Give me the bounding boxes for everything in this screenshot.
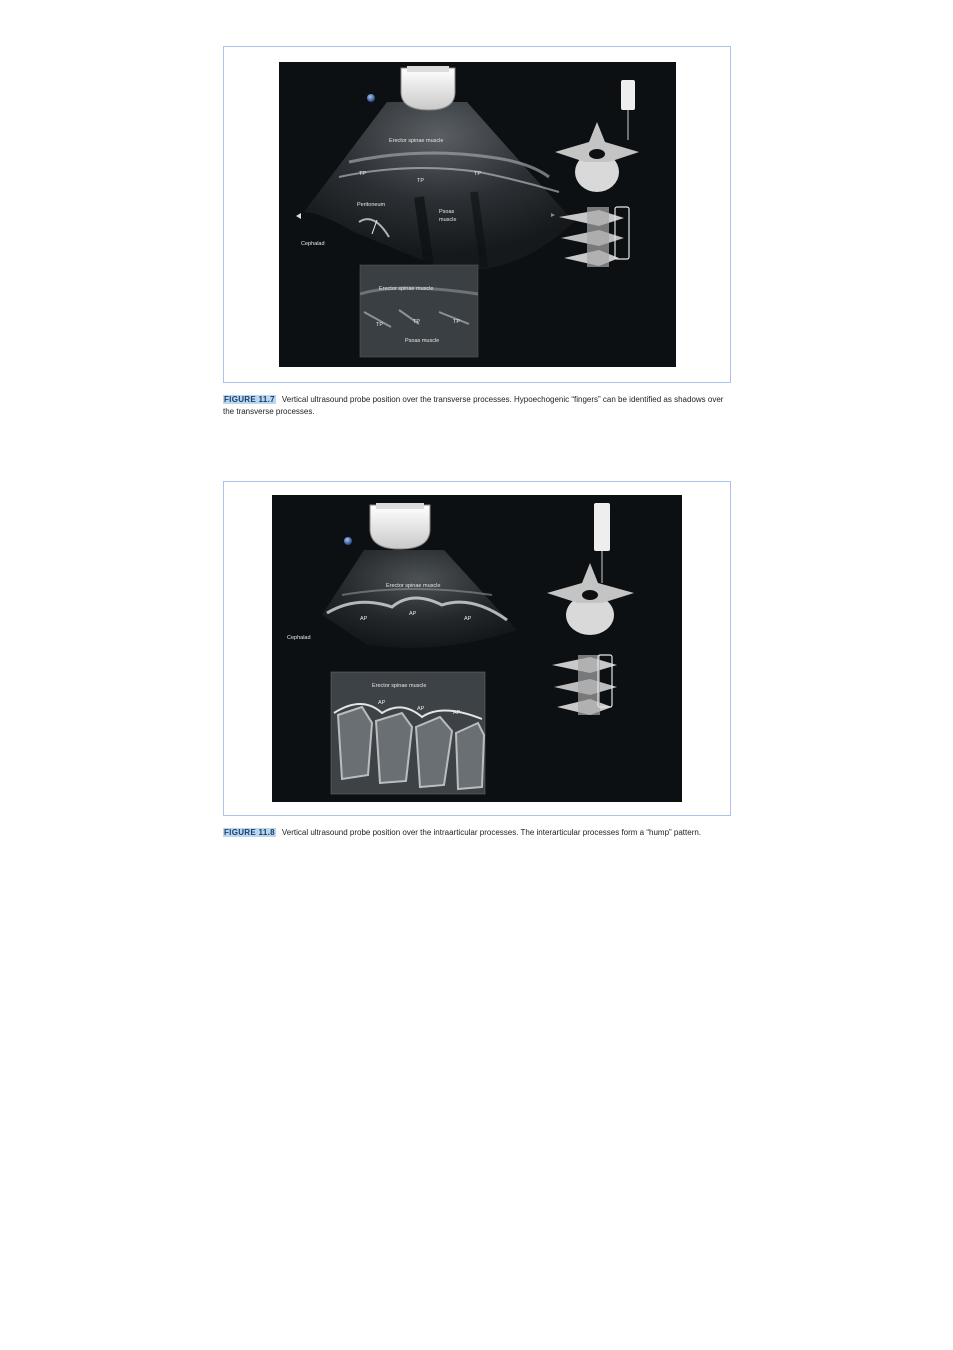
probe-model-icon: [594, 503, 610, 551]
figure-11-7-caption-text: Vertical ultrasound probe position over the transverse processes. Hypoechogenic “fingers” can be identified as shadows over the transverse processes.: [223, 395, 724, 416]
figure-11-8-image: [272, 495, 682, 802]
label-psoas: Psoas: [439, 209, 455, 215]
label-cephalad: Cephalad: [287, 635, 311, 641]
label-ap-left: AP: [360, 616, 368, 622]
label-erector-spinae: Erector spinae muscle: [389, 138, 444, 144]
figure-11-8-caption-text: Vertical ultrasound probe position over the intraarticular processes. The interarticular processes form a “hump” pattern.: [281, 828, 702, 837]
figure-11-7-frame: [223, 46, 731, 383]
orientation-marker-icon: [367, 94, 375, 102]
inset-label-tp-3: TP: [453, 319, 461, 325]
inset-label-psoas-muscle: Psoas muscle: [405, 338, 440, 344]
ultrasound-composite-11-7: [279, 62, 676, 367]
label-tp-right: TP: [474, 171, 482, 177]
orientation-marker-icon: [344, 537, 352, 545]
figure-11-8-number: FIGURE 11.8: [224, 828, 275, 837]
inset-label-erector-spinae: Erector spinae muscle: [372, 683, 427, 689]
figure-11-7-number: FIGURE 11.7: [224, 395, 275, 404]
inset-label-erector-spinae: Erector spinae muscle: [379, 286, 434, 292]
label-ap-mid: AP: [409, 611, 417, 617]
probe-icon: [370, 505, 430, 549]
figure-11-8-caption: [223, 827, 731, 839]
vertebra-column-icon: [552, 655, 617, 715]
inset-label-tp-1: TP: [376, 322, 384, 328]
inset-label-ap-1: AP: [378, 700, 386, 706]
label-erector-spinae: Erector spinae muscle: [386, 583, 441, 589]
ultrasound-composite-11-8: [272, 495, 682, 802]
label-psoas-muscle: muscle: [439, 217, 457, 223]
ultrasound-fan: [304, 102, 574, 270]
vertebra-column-icon: [559, 207, 629, 267]
label-peritoneum: Peritoneum: [357, 202, 386, 208]
inset-label-ap-2: AP: [417, 706, 425, 712]
figure-11-8-frame: [223, 481, 731, 816]
probe-model-icon: [621, 80, 635, 110]
inset-label-tp-2: TP: [413, 319, 421, 325]
label-tp-left: TP: [359, 171, 367, 177]
figure-11-7-caption: [223, 394, 731, 418]
label-tp-mid: TP: [417, 178, 425, 184]
figure-11-7-image: [279, 62, 676, 367]
inset-label-ap-3: AP: [453, 710, 461, 716]
label-ap-right: AP: [464, 616, 472, 622]
label-cephalad: Cephalad: [301, 241, 325, 247]
probe-icon: [401, 68, 455, 110]
